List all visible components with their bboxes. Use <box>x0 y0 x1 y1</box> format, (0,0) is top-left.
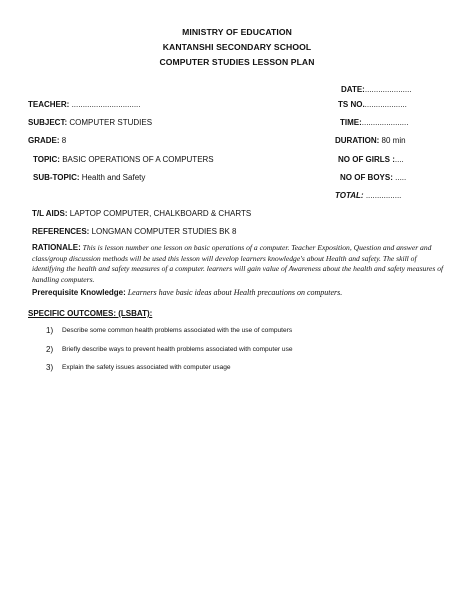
grade-value: 8 <box>61 136 67 145</box>
girls-value: .... <box>394 155 404 164</box>
references-label: REFERENCES: <box>32 227 90 236</box>
date-value: ..................... <box>364 85 412 94</box>
time-value: ..................... <box>361 118 409 127</box>
aids-field <box>32 209 251 218</box>
school-heading: KANTANSHI SECONDARY SCHOOL <box>162 42 312 52</box>
teacher-value: ............................... <box>71 100 141 109</box>
total-field <box>335 191 401 200</box>
subtopic-value: Health and Safety <box>81 173 146 182</box>
grade-field <box>28 136 66 145</box>
boys-field <box>340 173 406 182</box>
date-label: DATE: <box>341 85 365 94</box>
total-label: TOTAL: <box>335 191 364 200</box>
rationale-paragraph <box>32 243 444 285</box>
outcome-text: Explain the safety issues associated with computer usage <box>62 364 231 371</box>
tsno-field <box>338 100 407 109</box>
outcome-number: 3) <box>46 363 54 372</box>
total-value: ................ <box>365 191 402 200</box>
plan-heading: COMPUTER STUDIES LESSON PLAN <box>159 57 315 67</box>
duration-label: DURATION: <box>335 136 380 145</box>
prerequisite-label: Prerequisite Knowledge: <box>32 288 126 297</box>
time-label: TIME: <box>340 118 362 127</box>
outcome-text: Briefly describe ways to prevent health problems associated with computer use <box>62 346 293 353</box>
rationale-text: This is lesson number one lesson on basic operations of a computer. Teacher Exposition, Question and answer and class/group discussion methods will be used this lesson will develop learners knowledge's about Health and safety. The skill of identifying the health and safety measures of a computer. learners will gain value of Awareness about the health and safety measures of handling computers. <box>32 243 444 284</box>
ministry-heading: MINISTRY OF EDUCATION <box>182 27 292 37</box>
boys-label: NO OF BOYS: <box>340 173 393 182</box>
subtopic-field <box>33 173 145 182</box>
subject-value: COMPUTER STUDIES <box>69 118 153 127</box>
duration-value: 80 min <box>381 136 406 145</box>
teacher-label: TEACHER: <box>28 100 70 109</box>
outcomes-heading: SPECIFIC OUTCOMES: (LSBAT): <box>28 309 153 318</box>
girls-field <box>338 155 404 164</box>
outcome-number: 2) <box>46 345 54 354</box>
topic-label: TOPIC: <box>33 155 60 164</box>
prerequisite-text: Learners have basic ideas about Health precautions on computers. <box>127 288 343 297</box>
subtopic-label: SUB-TOPIC: <box>33 173 80 182</box>
girls-label: NO OF GIRLS : <box>338 155 395 164</box>
duration-field <box>335 136 406 145</box>
teacher-field <box>28 100 140 109</box>
topic-value: BASIC OPERATIONS OF A COMPUTERS <box>62 155 214 164</box>
subject-field <box>28 118 152 127</box>
tsno-value: ................... <box>364 100 407 109</box>
boys-value: ..... <box>395 173 407 182</box>
rationale-label: RATIONALE: <box>32 243 81 252</box>
outcome-number: 1) <box>46 326 54 335</box>
date-field <box>341 85 412 94</box>
time-field <box>340 118 408 127</box>
aids-value: LAPTOP COMPUTER, CHALKBOARD & CHARTS <box>69 209 252 218</box>
references-field <box>32 227 237 236</box>
tsno-label: TS NO. <box>338 100 365 109</box>
outcome-text: Describe some common health problems associated with the use of computers <box>62 327 293 334</box>
references-value: LONGMAN COMPUTER STUDIES BK 8 <box>91 227 237 236</box>
subject-label: SUBJECT: <box>28 118 68 127</box>
prerequisite-paragraph <box>32 288 444 299</box>
topic-field <box>33 155 214 164</box>
grade-label: GRADE: <box>28 136 60 145</box>
aids-label: T/L AIDS: <box>32 209 68 218</box>
